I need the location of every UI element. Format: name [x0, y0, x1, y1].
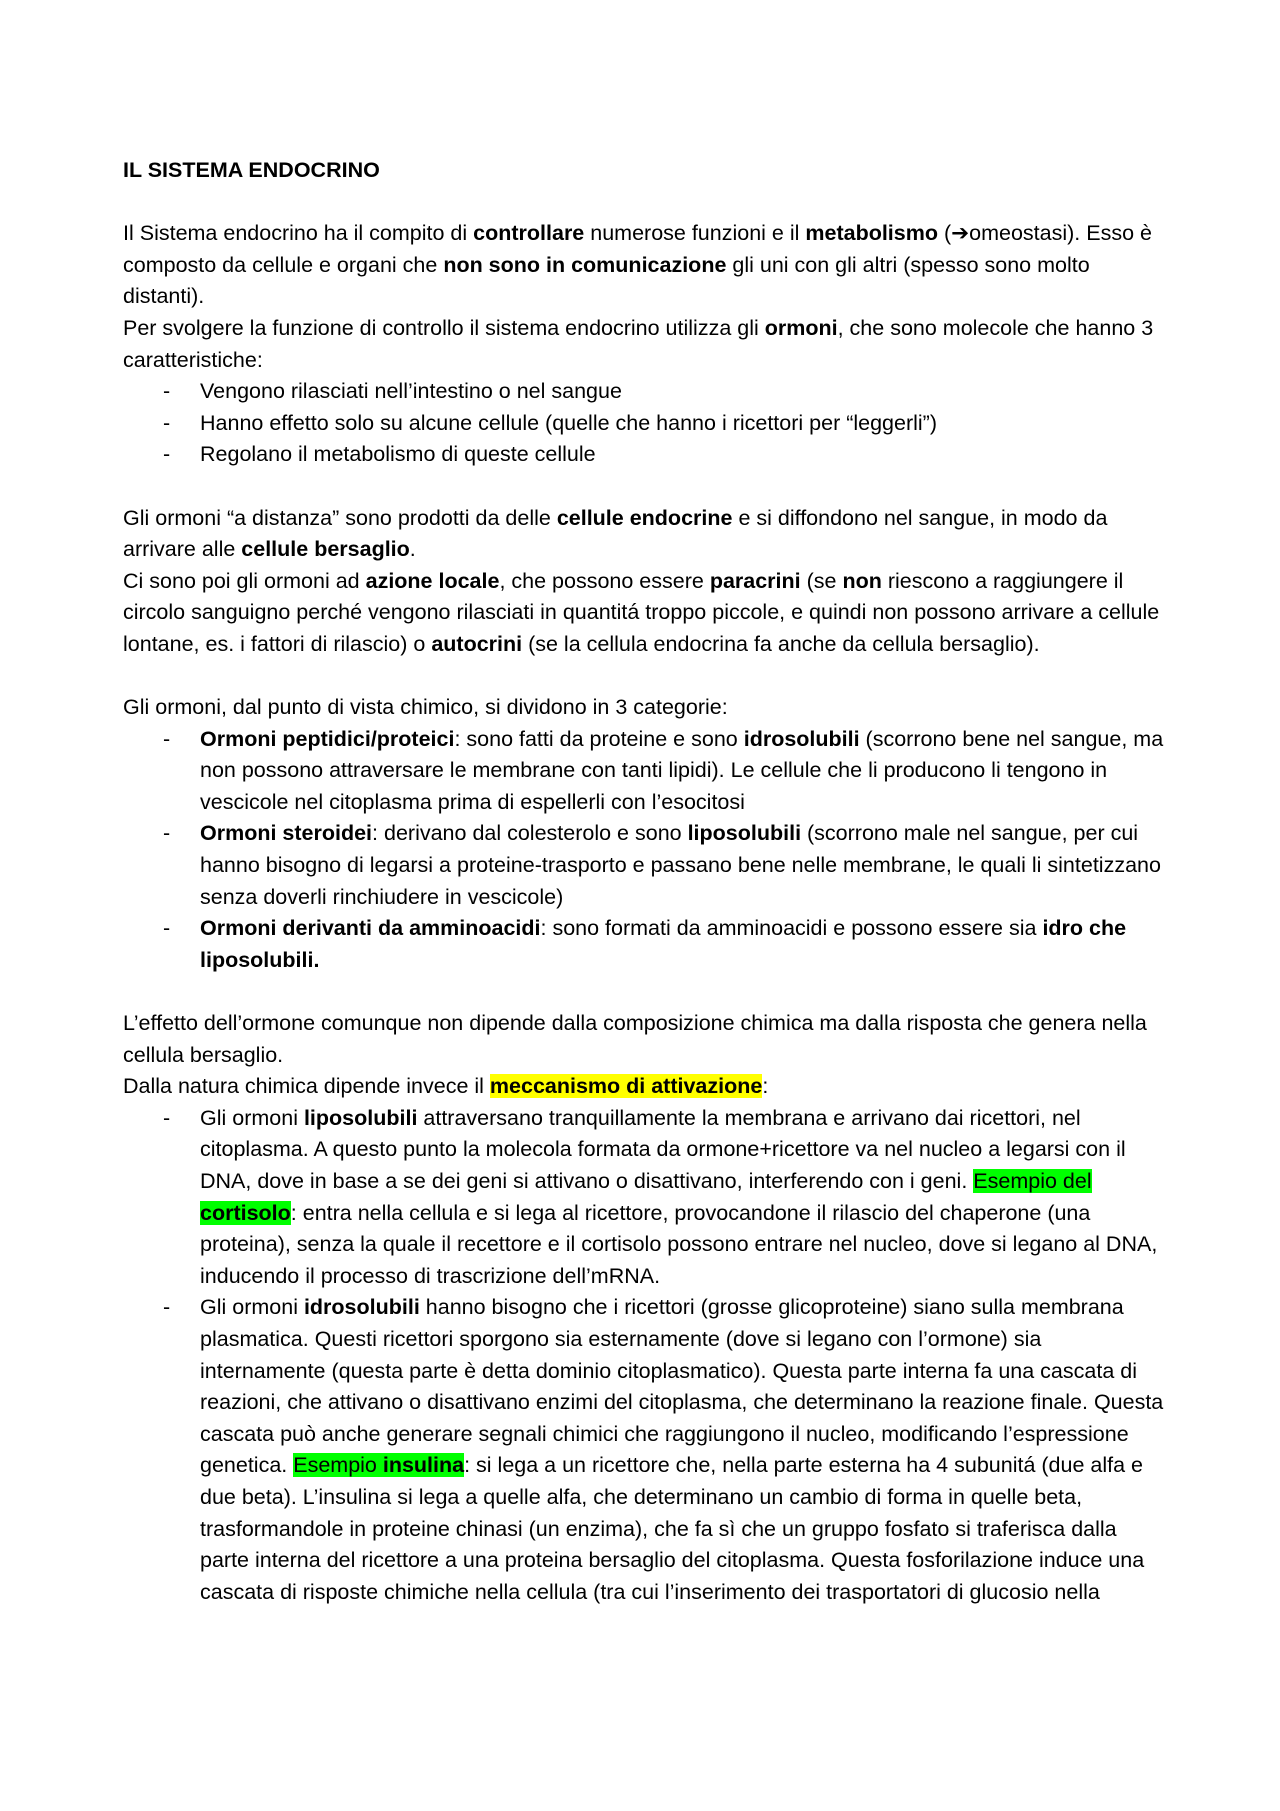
text-run: , che possono essere [499, 568, 710, 593]
characteristics-list [123, 376, 1170, 471]
bold-text: idrosolubili [303, 1295, 420, 1320]
highlighted-text: Esempio del [973, 1169, 1092, 1193]
text-run: : derivano dal colesterolo e sono [372, 821, 688, 846]
spacer [123, 471, 1170, 503]
list-item [200, 724, 1170, 819]
bold-text: azione locale [365, 568, 500, 593]
categories-list [123, 724, 1170, 977]
text-run: Dalla natura chimica dipende invece il [123, 1074, 490, 1099]
text-run: : si lega a un ricettore che, nella parte esterna ha 4 subunitá (due alfa e due beta). L’insulina si lega a quelle alfa, che determinano un cambio di forma in quelle beta, trasformandole in proteine chinasi (un enzima), che fa sì che un gruppo fosfato si traferisca dalla parte interna del ricettore a una proteina bersaglio del citoplasma. Questa fosforilazione induce una cascata di risposte chimiche nella cellula (tra cui l’inserimento dei trasportatori di glucosio nella [200, 1453, 1145, 1604]
text-run: : entra nella cellula e si lega al ricettore, provocandone il rilascio del chaperone (una proteina), senza la quale il recettore e il cortisolo possono entrare nel nucleo, dove si legano al DNA, inducendo il processo di trascrizione dell’mRNA. [200, 1200, 1158, 1288]
text-run: numerose funzioni e il [584, 221, 806, 246]
bold-text: cellule endocrine [556, 505, 733, 530]
bold-text: paracrini [709, 568, 801, 593]
highlighted-text: meccanismo di attivazione [489, 1074, 763, 1099]
bold-text: controllare [473, 221, 585, 246]
text-run: (se la cellula endocrina fa anche da cellula bersaglio). [522, 631, 1040, 656]
highlighted-text: cortisolo [200, 1200, 291, 1225]
mechanism-paragraph [123, 1071, 1170, 1103]
text-run: L’effetto dell’ormone comunque non dipende dalla composizione chimica ma dalla risposta che genera nella cellula bersaglio. [123, 1011, 1147, 1067]
text-run: : [762, 1074, 769, 1099]
hormones-paragraph [123, 313, 1170, 376]
spacer [123, 187, 1170, 219]
list-item [200, 376, 1170, 408]
text-run: . [409, 537, 416, 562]
bold-text: Ormoni peptidici/proteici [200, 726, 455, 751]
categories-paragraph [123, 692, 1170, 724]
text-run: Gli ormoni “a distanza” sono prodotti da delle [123, 505, 557, 530]
spacer [123, 976, 1170, 1008]
bold-text: Ormoni steroidei [200, 821, 373, 846]
text-run: riescono a raggiungere il circolo sanguigno perché vengono rilasciati in quantitá troppo piccole, e quindi non possono arrivare a cellule lontane, es. i fattori di rilascio) o [123, 568, 1160, 656]
highlighted-text: Esempio [293, 1453, 383, 1478]
text-run: gli uni con gli altri (spesso sono molto distanti). [123, 252, 1090, 309]
text-run: Per svolgere la funzione di controllo il sistema endocrino utilizza gli [123, 315, 765, 340]
text-run: e si diffondono nel sangue, in modo da arrivare alle [123, 505, 1108, 562]
text-run: Gli ormoni [200, 1105, 304, 1130]
spacer [123, 661, 1170, 693]
bold-text: idrosolubili [743, 726, 860, 751]
highlighted-text: insulina [382, 1453, 465, 1478]
bold-text: autocrini [431, 631, 523, 656]
bold-text: non sono in comunicazione [443, 252, 727, 277]
list-item [200, 818, 1170, 913]
text-run: attraversano tranquillamente la membrana e arrivano dai ricettori, nel citoplasma. A questo punto la molecola formata da ormone+ricettore va nel nucleo a legarsi con il DNA, dove in base a se dei geni si attivano o disattivano, interferendo con i geni. [200, 1105, 1126, 1193]
bold-text: liposolubili [303, 1105, 418, 1130]
text-run: hanno bisogno che i ricettori (grosse glicoproteine) siano sulla membrana plasmatica. Questi ricettori sporgono sia esternamente (dove si legano con l’ormone) sia internamente (questa parte è detta dominio citoplasmatico). Questa parte interna fa una cascata di reazioni, che attivano o disattivano enzimi del citoplasma, che determinano la reazione finale. Questa cascata può anche generare segnali chimici che raggiungono il nucleo, modificando l’espressione genetica. [200, 1295, 1164, 1478]
text-run: : sono formati da amminoacidi e possono essere sia [540, 916, 1043, 941]
text-run: (scorrono bene nel sangue, ma non possono attraversare le membrane con tanti lipidi). Le cellule che li producono li tengono in vescicole nel citoplasma prima di espellerli con l’esocitosi [200, 726, 1164, 814]
text-run: Il Sistema endocrino ha il compito di [123, 221, 474, 246]
bold-text: ormoni [764, 315, 838, 340]
local-hormones-paragraph [123, 566, 1170, 661]
effect-paragraph [123, 1008, 1170, 1071]
text-run: (scorrono male nel sangue, per cui hanno bisogno di legarsi a proteine-trasporto e passano bene nelle membrane, le quali li sintetizzano senza doverli rinchiudere in vescicole) [200, 821, 1161, 909]
text-run: : sono fatti da proteine e sono [454, 726, 744, 751]
text-run: Ci sono poi gli ormoni ad [123, 568, 366, 593]
text-run: , che sono molecole che hanno 3 caratteristiche: [123, 315, 1154, 372]
text-run: Hanno effetto solo su alcune cellule (quelle che hanno i ricettori per “leggerli”) [200, 410, 937, 435]
list-item [200, 913, 1170, 976]
text-run: Regolano il metabolismo di queste cellule [200, 442, 596, 467]
text-run: (➔omeostasi). Esso è composto da cellule e organi che [123, 221, 1152, 277]
text-run: Gli ormoni [200, 1295, 304, 1320]
distance-hormones-paragraph [123, 503, 1170, 566]
bold-text: non [842, 568, 882, 593]
list-item [200, 1292, 1170, 1608]
text-run: (se [800, 568, 843, 593]
list-item [200, 408, 1170, 440]
document-title: IL SISTEMA ENDOCRINO [123, 158, 380, 182]
text-run: Vengono rilasciati nell’intestino o nel sangue [200, 379, 622, 404]
bold-text: idro che liposolubili. [200, 916, 1127, 972]
list-item [200, 1103, 1170, 1293]
intro-paragraph [123, 218, 1170, 313]
bold-text: Ormoni derivanti da amminoacidi [200, 916, 541, 941]
bold-text: liposolubili [687, 821, 802, 846]
list-item [200, 439, 1170, 471]
mechanism-list [123, 1103, 1170, 1609]
text-run: Gli ormoni, dal punto di vista chimico, si dividono in 3 categorie: [123, 695, 728, 720]
bold-text: metabolismo [805, 221, 938, 246]
bold-text: cellule bersaglio [241, 537, 410, 562]
